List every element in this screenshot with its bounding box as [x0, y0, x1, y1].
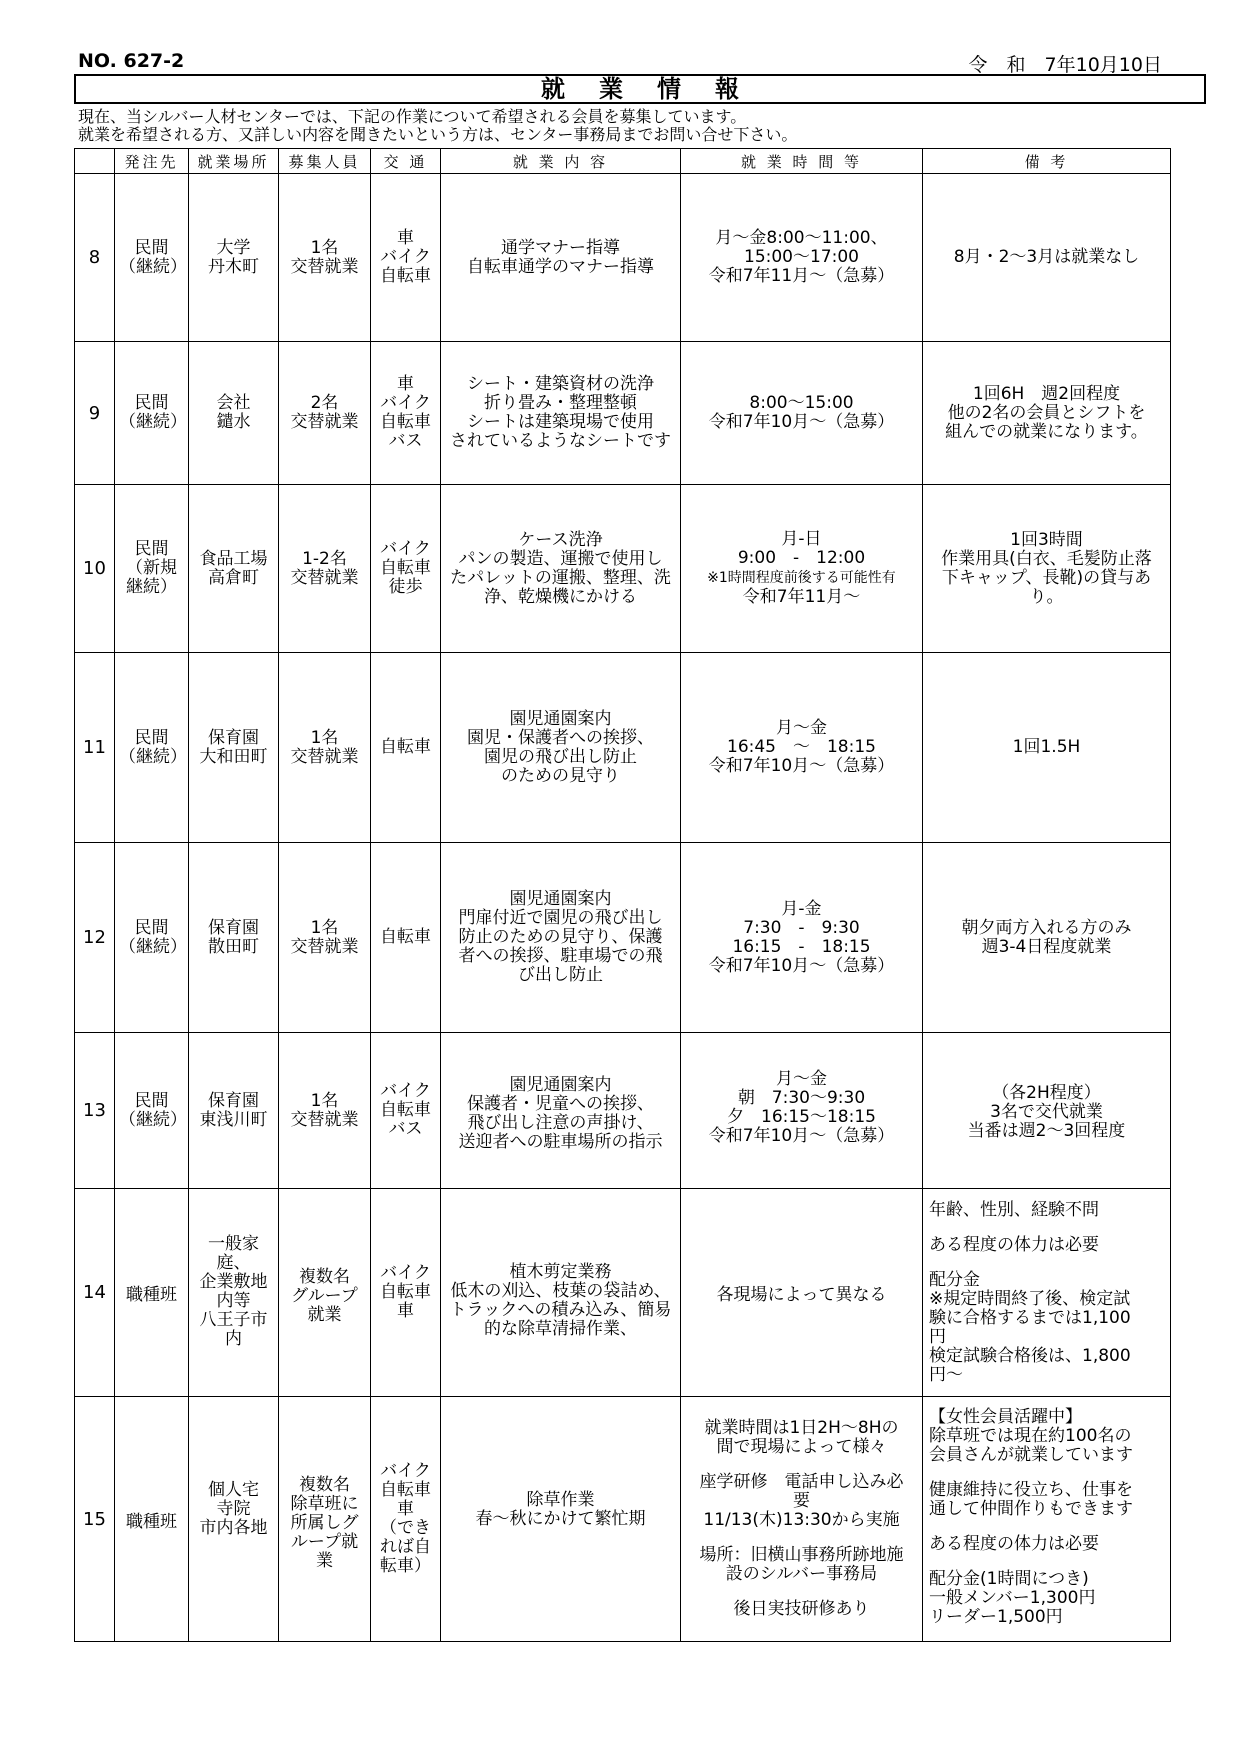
work-bot: シートは建築現場で使用 されているようなシートです — [450, 412, 671, 451]
people-bot: 除草班に 所属しグ ループ就 業 — [290, 1493, 359, 1571]
transport-cell — [371, 1397, 441, 1642]
place-cell — [189, 1397, 279, 1642]
intro-text — [78, 108, 797, 144]
people-bot: 交替就業 — [290, 1109, 359, 1130]
note-bot: 作業用具(白衣、毛髪防止落 下キャップ、長靴)の貸与あ り。 — [941, 548, 1152, 607]
note-item: 健康維持に役立ち、仕事を 通して仲間作りもできます — [929, 1479, 1133, 1519]
place-top: 会社 — [216, 393, 251, 413]
intro-line-1: 現在、当シルバー人材センターでは、下記の作業について希望される会員を募集しています。 — [78, 107, 747, 126]
client-top: 民間 — [134, 237, 169, 258]
transport-text: 自転車 — [380, 927, 431, 947]
note-top: 1回1.5H — [1012, 737, 1081, 757]
client-bot: （継続） — [119, 256, 187, 277]
time-note: ※1時間程度前後する可能性有 — [707, 570, 896, 586]
client-bot: （継続） — [119, 746, 187, 767]
work-top: 除草作業 — [526, 1490, 595, 1510]
transport-cell — [371, 653, 441, 843]
client-cell — [115, 843, 189, 1033]
place-top: 大学 — [216, 237, 251, 258]
work-cell — [441, 342, 681, 485]
people-top: 1名 — [310, 237, 339, 258]
notes-cell — [923, 1189, 1171, 1397]
time-top: 月-金 7:30 - 9:30 16:15 - 18:15 — [732, 898, 871, 957]
note-item: 配分金(1時間につき) 一般メンバー1,300円 リーダー1,500円 — [929, 1568, 1096, 1627]
table-row — [75, 843, 1171, 1033]
work-cell — [441, 1189, 681, 1397]
time-item: 場所：旧横山事務所跡地施 設のシルバー事務局 — [699, 1545, 904, 1584]
transport-text: 車 バイク 自転車 バス — [380, 374, 431, 451]
note-item: 年齢、性別、経験不問 — [929, 1199, 1099, 1220]
time-cell — [681, 843, 923, 1033]
row-number: 12 — [75, 843, 115, 1033]
work-cell — [441, 843, 681, 1033]
time-bot: 令和7年10月～（急募） — [708, 756, 895, 776]
transport-text: 車 バイク 自転車 — [380, 228, 431, 286]
client-bot: （新規 継続） — [126, 558, 177, 597]
notes-cell — [923, 653, 1171, 843]
notes-cell — [923, 174, 1171, 342]
transport-text: バイク 自転車 車 — [380, 1263, 431, 1321]
transport-text: 自転車 — [380, 737, 431, 757]
time-cell: 各現場によって異なる — [681, 1189, 923, 1397]
work-cell — [441, 1397, 681, 1642]
transport-cell — [371, 342, 441, 485]
people-cell — [279, 843, 371, 1033]
place-top: 食品工場 — [199, 548, 268, 569]
time-top: 月～金 朝 7:30～9:30 夕 16:15～18:15 — [727, 1068, 876, 1127]
work-bot: 園児・保護者への挨拶、 園児の飛び出し防止 のための見守り — [467, 727, 654, 786]
col-header-no — [75, 149, 115, 174]
transport-cell — [371, 1189, 441, 1397]
notes-cell — [923, 843, 1171, 1033]
time-cell — [681, 174, 923, 342]
work-top: 通学マナー指導 — [501, 237, 620, 258]
work-top: シート・建築資材の洗浄 折り畳み・整理整頓 — [467, 374, 654, 413]
place-cell — [189, 843, 279, 1033]
col-header-place: 就業場所 — [189, 149, 279, 174]
note-item: ある程度の体力は必要 — [929, 1234, 1099, 1255]
work-top: ケース洗浄 — [518, 529, 603, 550]
client-cell — [115, 342, 189, 485]
time-item: 後日実技研修あり — [733, 1599, 870, 1619]
time-top: 月～金 16:45 ～ 18:15 — [727, 718, 876, 757]
note-bot: 8月・2～3月は就業なし — [953, 247, 1140, 267]
note-top: 1回3時間 — [1010, 529, 1083, 550]
note-top: 朝夕両方入れる方のみ — [961, 917, 1132, 938]
place-cell — [189, 342, 279, 485]
people-top: 1名 — [310, 917, 339, 938]
place-top: 保育園 — [208, 917, 259, 938]
place-bot: 鑓水 — [216, 412, 251, 432]
row-number: 9 — [75, 342, 115, 485]
work-top: 園児通園案内 — [509, 708, 612, 729]
time-bot: 令和7年10月～（急募） — [708, 1125, 895, 1146]
client-cell — [115, 1033, 189, 1189]
document-number: NO. 627-2 — [78, 50, 185, 72]
people-bot: グループ 就業 — [291, 1286, 358, 1325]
col-header-people: 募集人員 — [279, 149, 371, 174]
table-row — [75, 485, 1171, 653]
note-item: 配分金 ※規定時間終了後、検定試 験に合格するまでは1,100 円 検定試験合格後は、1,800 円～ — [929, 1269, 1131, 1385]
row-number: 14 — [75, 1189, 115, 1397]
transport-text: バイク 自転車 バス — [380, 1081, 431, 1139]
client-bot: （継続） — [119, 1109, 187, 1130]
col-header-time: 就 業 時 間 等 — [681, 149, 923, 174]
place-cell — [189, 174, 279, 342]
time-bot: 令和7年11月～ — [742, 587, 861, 607]
people-bot: 交替就業 — [290, 412, 359, 432]
people-top: 複数名 — [299, 1474, 350, 1495]
work-bot: 春～秋にかけて繁忙期 — [475, 1509, 646, 1529]
client-top: 民間 — [134, 917, 169, 938]
table-row — [75, 174, 1171, 342]
people-top: 2名 — [310, 393, 339, 413]
people-top: 1名 — [310, 727, 339, 748]
client-bot: （継続） — [119, 412, 187, 432]
notes-cell — [923, 342, 1171, 485]
time-cell — [681, 1397, 923, 1642]
row-number: 15 — [75, 1397, 115, 1642]
time-bot: 令和7年10月～（急募） — [708, 955, 895, 976]
table-row — [75, 1189, 1171, 1397]
issue-date: 令 和 7年10月10日 — [968, 54, 1162, 76]
people-cell — [279, 485, 371, 653]
place-cell — [189, 1189, 279, 1397]
work-cell — [441, 653, 681, 843]
note-top: （各2H程度） — [992, 1083, 1101, 1103]
col-header-notes: 備 考 — [923, 149, 1171, 174]
notes-cell — [923, 485, 1171, 653]
people-cell — [279, 1189, 371, 1397]
transport-text: バイク 自転車 車 （でき れば自 転車） — [380, 1461, 431, 1576]
work-bot: 自転車通学のマナー指導 — [467, 256, 654, 277]
col-header-client: 発注先 — [115, 149, 189, 174]
time-item: 就業時間は1日2H～8Hの 間で現場によって様々 — [704, 1418, 899, 1457]
transport-cell — [371, 843, 441, 1033]
work-cell — [441, 1033, 681, 1189]
note-bot: 週3-4日程度就業 — [981, 936, 1112, 957]
people-top: 1-2名 — [302, 548, 347, 569]
people-bot: 交替就業 — [290, 746, 359, 767]
client-cell: 職種班 — [115, 1397, 189, 1642]
place-bot: 八王子市 内 — [199, 1309, 268, 1349]
time-bot: 令和7年10月～（急募） — [708, 412, 895, 432]
place-bot: 市内各地 — [199, 1517, 268, 1538]
people-top: 複数名 — [299, 1267, 350, 1287]
work-cell — [441, 174, 681, 342]
table-row — [75, 342, 1171, 485]
transport-cell — [371, 1033, 441, 1189]
table-row — [75, 1397, 1171, 1642]
note-item: 【女性会員活躍中】 除草班では現在約100名の 会員さんが就業しています — [929, 1406, 1133, 1465]
place-cell — [189, 485, 279, 653]
work-cell — [441, 485, 681, 653]
place-cell — [189, 1033, 279, 1189]
people-bot: 交替就業 — [290, 256, 359, 277]
notes-cell — [923, 1033, 1171, 1189]
client-cell — [115, 653, 189, 843]
client-cell — [115, 485, 189, 653]
work-bot: 保護者・児童への挨拶、 飛び出し注意の声掛け、 送迎者への駐車場所の指示 — [458, 1093, 663, 1152]
work-top: 園児通園案内 — [509, 1074, 612, 1095]
transport-cell — [371, 485, 441, 653]
people-cell — [279, 174, 371, 342]
place-bot: 高倉町 — [208, 567, 259, 588]
table-row — [75, 1033, 1171, 1189]
note-top: 1回6H 週2回程度 — [972, 383, 1121, 404]
people-cell — [279, 1397, 371, 1642]
place-bot: 大和田町 — [199, 746, 268, 767]
work-bot: パンの製造、運搬で使用し たパレットの運搬、整理、洗 浄、乾燥機にかける — [450, 548, 671, 607]
time-days: 月-日 9:00 - 12:00 — [737, 529, 866, 568]
people-bot: 交替就業 — [290, 936, 359, 957]
job-table — [74, 148, 1171, 1642]
intro-line-2: 就業を希望される方、又詳しい内容を聞きたいという方は、センター事務局までお問い合せ下さい。 — [78, 125, 798, 144]
people-cell — [279, 342, 371, 485]
row-number: 11 — [75, 653, 115, 843]
table-row — [75, 653, 1171, 843]
time-cell — [681, 485, 923, 653]
client-bot: （継続） — [119, 936, 187, 957]
time-bot: 令和7年11月～（急募） — [708, 266, 895, 286]
time-cell — [681, 342, 923, 485]
place-cell — [189, 653, 279, 843]
client-top: 民間 — [134, 539, 169, 559]
client-top: 民間 — [134, 1090, 169, 1111]
people-cell — [279, 1033, 371, 1189]
people-top: 1名 — [310, 1090, 339, 1111]
note-bot: 他の2名の会員とシフトを 組んでの就業になります。 — [945, 402, 1148, 442]
time-top — [685, 530, 918, 588]
row-number: 10 — [75, 485, 115, 653]
place-top: 一般家庭、 企業敷地 内等 — [199, 1233, 268, 1311]
work-bot: 低木の刈込、枝葉の袋詰め、 トラックへの積み込み、簡易 的な除草清掃作業、 — [449, 1280, 672, 1339]
place-top: 個人宅 寺院 — [208, 1479, 259, 1519]
place-top: 保育園 — [208, 727, 259, 748]
place-bot: 丹木町 — [208, 256, 259, 277]
people-bot: 交替就業 — [290, 567, 359, 588]
notes-cell — [923, 1397, 1171, 1642]
work-top: 園児通園案内 — [509, 889, 612, 909]
client-cell — [115, 174, 189, 342]
place-top: 保育園 — [208, 1090, 259, 1111]
time-top: 月～金8:00～11:00、 15:00～17:00 — [715, 228, 888, 267]
place-bot: 東浅川町 — [199, 1109, 268, 1130]
transport-cell — [371, 174, 441, 342]
col-header-work: 就 業 内 容 — [441, 149, 681, 174]
note-item: ある程度の体力は必要 — [929, 1533, 1099, 1554]
people-cell — [279, 653, 371, 843]
time-cell — [681, 653, 923, 843]
work-top: 植木剪定業務 — [509, 1261, 612, 1282]
time-cell — [681, 1033, 923, 1189]
note-bot: 3名で交代就業 当番は週2～3回程度 — [967, 1102, 1126, 1141]
time-item: 座学研修 電話申し込み必 要 11/13(木)13:30から実施 — [699, 1472, 904, 1530]
client-top: 民間 — [134, 393, 169, 413]
row-number: 13 — [75, 1033, 115, 1189]
row-number: 8 — [75, 174, 115, 342]
transport-text: バイク 自転車 徒歩 — [380, 539, 431, 597]
work-bot: 門扉付近で園児の飛び出し 防止のための見守り、保護 者への挨拶、駐車場での飛 び出し防止 — [458, 908, 663, 985]
place-bot: 散田町 — [208, 936, 259, 957]
page-title: 就業情報 — [74, 74, 1206, 104]
client-cell: 職種班 — [115, 1189, 189, 1397]
client-top: 民間 — [134, 727, 169, 748]
table-header-row — [75, 149, 1171, 174]
time-top: 8:00～15:00 — [749, 393, 854, 413]
col-header-transport: 交 通 — [371, 149, 441, 174]
